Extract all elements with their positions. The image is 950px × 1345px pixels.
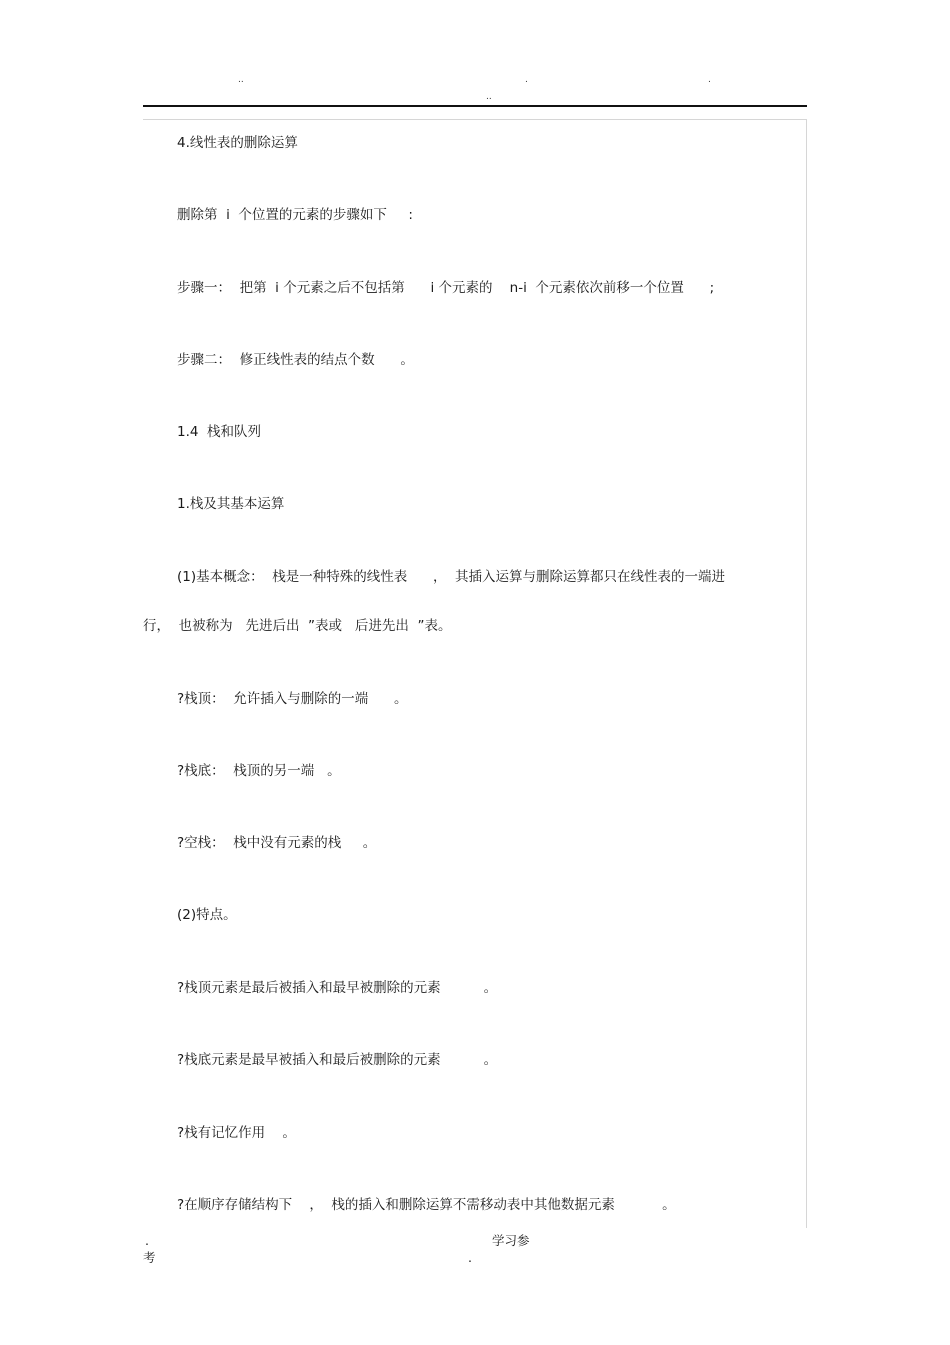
footer-page-text-left: 考 <box>143 1250 156 1265</box>
paragraph-step-one: 步骤一： 把第 i 个元素之后不包括第 i 个元素的 n-i 个元素依次前移一个位置 ; <box>177 280 715 296</box>
section-heading-stack-queue: 1.4 栈和队列 <box>177 424 262 440</box>
paragraph-step-two: 步骤二： 修正线性表的结点个数 。 <box>177 352 414 368</box>
bullet-stack-top: ?栈顶： 允许插入与删除的一端 。 <box>177 691 408 707</box>
bullet-feature-bottom: ?栈底元素是最早被插入和最后被删除的元素 。 <box>177 1052 498 1068</box>
paragraph-delete-steps-intro: 删除第 i 个位置的元素的步骤如下 : <box>177 207 413 223</box>
subheading-features: (2)特点。 <box>177 907 237 923</box>
bullet-feature-top: ?栈顶元素是最后被插入和最早被删除的元素 。 <box>177 980 498 996</box>
bullet-feature-memory: ?栈有记忆作用 。 <box>177 1125 296 1141</box>
section-heading-delete-op: 4.线性表的删除运算 <box>177 135 298 151</box>
footer-dot-left: . <box>145 1233 149 1248</box>
paragraph-basic-concept-cont: 行， 也被称为 先进后出 ”表或 后进先出 ”表。 <box>143 618 452 634</box>
header-mark-left: .. <box>238 75 244 85</box>
footer-dot-right: . <box>468 1250 472 1265</box>
header-mark-right: . <box>708 75 711 85</box>
header-mark-middle: . <box>525 75 528 85</box>
header-rule <box>143 105 807 107</box>
subsection-heading-stack: 1.栈及其基本运算 <box>177 496 285 512</box>
header-mark-under: .. <box>486 92 492 102</box>
footer-page-text-center: 学习参 <box>492 1233 530 1248</box>
bullet-stack-bottom: ?栈底： 栈顶的另一端 。 <box>177 763 341 779</box>
bullet-empty-stack: ?空栈： 栈中没有元素的栈 。 <box>177 835 377 851</box>
bullet-feature-sequential: ?在顺序存储结构下 ， 栈的插入和删除运算不需移动表中其他数据元素 。 <box>177 1197 676 1213</box>
paragraph-basic-concept: (1)基本概念： 栈是一种特殊的线性表 ， 其插入运算与删除运算都只在线性表的一端进 <box>177 569 726 585</box>
